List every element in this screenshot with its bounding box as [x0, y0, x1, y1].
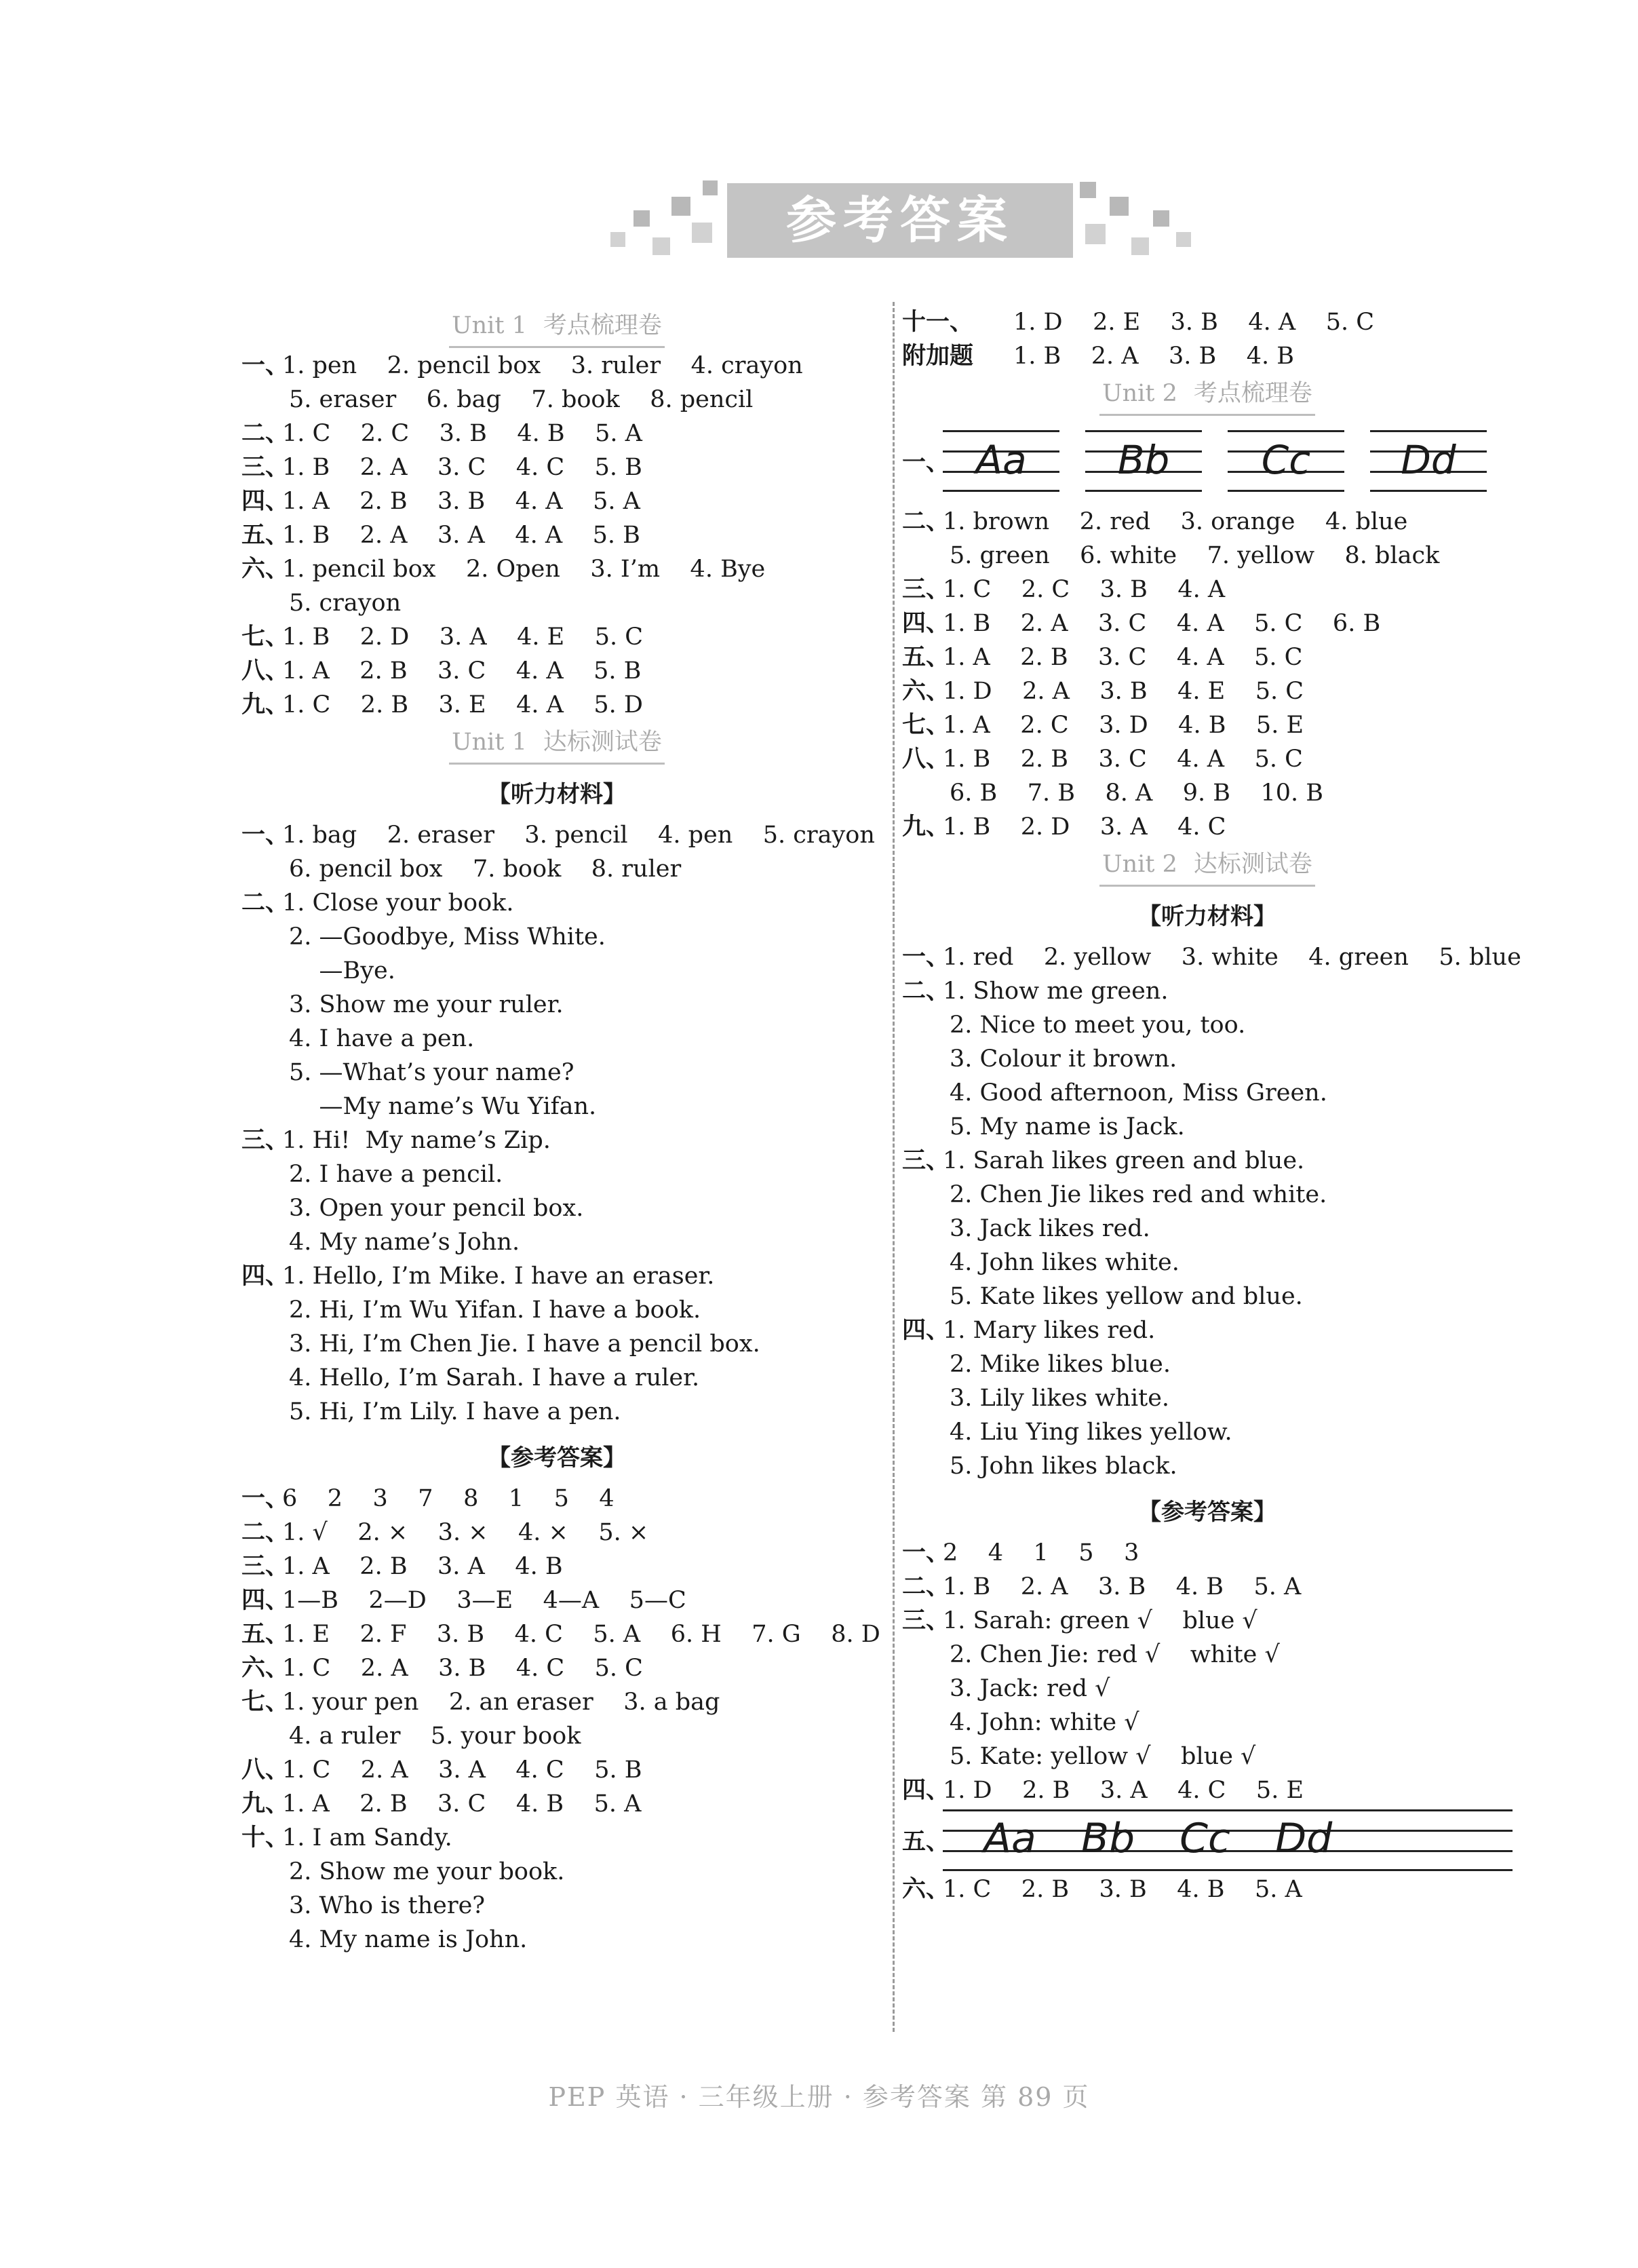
answer-line — [902, 1773, 1513, 1807]
answer-line — [902, 1144, 1513, 1178]
question-number: 七、 — [241, 1689, 290, 1716]
answer-text: 5. crayon — [289, 590, 402, 617]
letter-pair: Dd — [1401, 437, 1456, 483]
question-number: 九、 — [241, 1790, 290, 1818]
answer-text: 1. B 2. A 3. B 4. B 5. A — [943, 1573, 1302, 1600]
banner-title: 参考答案 — [727, 183, 1073, 258]
answer-line — [241, 417, 872, 450]
answer-line — [241, 988, 872, 1022]
answer-line — [241, 954, 872, 988]
question-number: 三、 — [241, 454, 290, 481]
banner-square — [1080, 182, 1096, 198]
answer-line — [241, 484, 872, 518]
answer-line — [241, 1191, 872, 1225]
answer-line — [902, 1604, 1513, 1638]
letter-pair: Aa — [983, 1815, 1036, 1862]
answer-text: 1. A 2. B 3. A 4. B — [282, 1553, 563, 1580]
title-banner — [0, 170, 1638, 278]
answer-line — [902, 1347, 1513, 1381]
answer-text: 5. Hi, I’m Lily. I have a pen. — [289, 1398, 621, 1425]
banner-square — [633, 210, 650, 227]
listening-material-heading: 【听力材料】 — [488, 781, 626, 808]
answer-text: 1. D 2. B 3. A 4. C 5. E — [943, 1777, 1304, 1804]
answer-text: 4. My name’s John. — [289, 1229, 520, 1256]
letter-pair: Bb — [1117, 437, 1170, 483]
banner-square — [671, 197, 690, 216]
answer-text: 1. pen 2. pencil box 3. ruler 4. crayon — [282, 352, 803, 379]
answer-line — [902, 1313, 1513, 1347]
answer-line — [902, 742, 1513, 776]
answer-line — [241, 818, 875, 852]
unit2-test-header: Unit 2 达标测试卷 — [902, 844, 1513, 887]
unit1-test-extra-answers — [902, 305, 1513, 373]
answer-line — [241, 1855, 872, 1889]
letter-pair: Cc — [1261, 437, 1311, 483]
answer-text: 2. I have a pencil. — [289, 1161, 503, 1188]
question-number: 五、 — [241, 1621, 290, 1648]
question-number: 附加题 — [902, 343, 974, 370]
answer-line — [241, 1259, 872, 1293]
answer-text: 1. E 2. F 3. B 4. C 5. A 6. H 7. G 8. D — [282, 1621, 880, 1648]
answer-text: 1. A 2. B 3. C 4. A 5. C — [943, 644, 1303, 671]
answer-text: 2. Nice to meet you, too. — [950, 1012, 1246, 1039]
answer-text: 1. A 2. C 3. D 4. B 5. E — [943, 712, 1304, 739]
left-column — [241, 305, 880, 1957]
answer-text: 6. pencil box 7. book 8. ruler — [289, 856, 682, 883]
answer-line — [241, 1482, 872, 1516]
answer-line — [902, 505, 1513, 539]
answer-text: 1—B 2—D 3—E 4—A 5—C — [282, 1587, 686, 1614]
answer-text: 3. Jack: red √ — [950, 1675, 1110, 1702]
column-divider — [893, 302, 895, 2032]
unit2-review-answers — [902, 505, 1513, 844]
banner-square — [1085, 224, 1106, 244]
answer-line — [902, 1740, 1513, 1773]
question-number: 四、 — [902, 1777, 950, 1804]
answer-text: 3. Open your pencil box. — [289, 1195, 584, 1222]
question-number: 八、 — [241, 1756, 290, 1784]
answer-line — [902, 974, 1513, 1008]
answer-line — [902, 1872, 1513, 1906]
answer-line — [902, 1706, 1513, 1740]
question-number: 二、 — [902, 508, 950, 535]
answer-text: 5. John likes black. — [950, 1453, 1177, 1480]
answer-line — [241, 654, 872, 688]
answer-line — [241, 1056, 872, 1090]
answer-line — [241, 1157, 872, 1191]
letter-box — [1228, 430, 1344, 491]
answer-line — [241, 349, 872, 383]
answer-line — [241, 1889, 872, 1923]
answer-line — [241, 620, 872, 654]
answer-text: 1. A 2. B 3. B 4. A 5. A — [282, 488, 640, 515]
answer-text: 5. eraser 6. bag 7. book 8. pencil — [289, 386, 754, 413]
question-number: 八、 — [241, 657, 290, 685]
letter-box — [1370, 430, 1487, 491]
question-number: 八、 — [902, 746, 950, 773]
answer-text: 2. —Goodbye, Miss White. — [289, 923, 606, 950]
letter-pair: Cc — [1179, 1815, 1230, 1862]
answer-line — [241, 1022, 872, 1056]
question-number: 二、 — [241, 420, 290, 447]
question-number: 五、 — [902, 1828, 950, 1856]
answer-line — [902, 810, 1513, 844]
answer-text: 4. Good afternoon, Miss Green. — [950, 1079, 1327, 1107]
answer-line — [902, 1008, 1513, 1042]
answer-text: 1. A 2. B 3. C 4. A 5. B — [282, 657, 642, 685]
answer-line — [902, 1570, 1513, 1604]
answer-line — [241, 383, 872, 417]
answer-text: 1. B 2. D 3. A 4. E 5. C — [282, 623, 643, 651]
answer-text: 3. Colour it brown. — [950, 1045, 1177, 1073]
answer-text: 5. Kate: yellow √ blue √ — [950, 1743, 1256, 1770]
question-number: 四、 — [241, 488, 290, 515]
question-number: 四、 — [902, 1317, 950, 1344]
answer-text: 2 4 1 5 3 — [943, 1539, 1139, 1567]
answer-text: 5. green 6. white 7. yellow 8. black — [950, 542, 1440, 569]
banner-square — [652, 237, 670, 255]
question-number: 五、 — [902, 644, 950, 671]
answer-text: —My name’s Wu Yifan. — [289, 1093, 597, 1120]
question-number: 六、 — [241, 556, 290, 583]
answer-line — [902, 1076, 1513, 1110]
answer-text: 1. bag 2. eraser 3. pencil 4. pen 5. crayon — [282, 822, 875, 849]
question-number: 三、 — [902, 1607, 950, 1634]
question-number: 六、 — [902, 1876, 950, 1903]
answer-line — [241, 1787, 872, 1821]
unit1-listening-material — [241, 818, 875, 1429]
answer-text: 5. —What’s your name? — [289, 1059, 574, 1086]
answer-text: 1. Hello, I’m Mike. I have an eraser. — [282, 1263, 715, 1290]
answer-line — [241, 552, 872, 586]
answer-line — [241, 586, 872, 620]
answer-line — [241, 852, 872, 886]
banner-square — [1131, 237, 1149, 255]
answer-text: 6 2 3 7 8 1 5 4 — [282, 1485, 615, 1512]
answer-line — [902, 339, 1513, 373]
letter-box — [943, 430, 1059, 491]
answer-line — [241, 1516, 872, 1550]
answer-line — [241, 1719, 872, 1753]
answer-line — [902, 1415, 1513, 1449]
answer-text: 4. John likes white. — [950, 1249, 1179, 1276]
question-number: 十一、 — [902, 309, 974, 336]
answer-line — [902, 1178, 1513, 1212]
question-number: 二、 — [241, 889, 290, 917]
page-footer: PEP 英语 · 三年级上册 · 参考答案 第 89 页 — [548, 2082, 1090, 2112]
answer-line — [241, 1583, 872, 1617]
answer-line — [241, 1821, 872, 1855]
question-number: 一、 — [902, 944, 950, 971]
answer-text: 1. B 2. A 3. C 4. C 5. B — [282, 454, 642, 481]
question-number: 二、 — [241, 1519, 290, 1546]
unit2-test-answers-end — [902, 1872, 1513, 1906]
answer-text: 1. B 2. D 3. A 4. C — [943, 813, 1226, 841]
answer-text: 1. B 2. A 3. C 4. A 5. C 6. B — [943, 610, 1381, 637]
question-number: 四、 — [241, 1263, 290, 1290]
answer-text: 4. Liu Ying likes yellow. — [950, 1419, 1232, 1446]
letter-box — [1085, 430, 1202, 491]
question-number: 一、 — [902, 1539, 950, 1567]
answer-line — [902, 1381, 1513, 1415]
answer-line — [241, 1617, 880, 1651]
answer-line — [241, 1685, 872, 1719]
answer-text: 1. D 2. A 3. B 4. E 5. C — [943, 678, 1304, 705]
question-number: 九、 — [241, 691, 290, 718]
answer-text: 3. Who is there? — [289, 1892, 486, 1919]
answer-line — [902, 1280, 1513, 1313]
answer-text: 4. I have a pen. — [289, 1025, 475, 1052]
banner-square — [1110, 197, 1129, 216]
four-line-grid — [943, 1809, 1513, 1870]
answer-line — [241, 450, 872, 484]
answer-text: 1. C 2. A 3. B 4. C 5. C — [282, 1655, 643, 1682]
question-number: 五、 — [241, 522, 290, 549]
answer-line — [902, 776, 1513, 810]
unit2-review-header: Unit 2 考点梳理卷 — [902, 373, 1513, 417]
answer-text: 1. your pen 2. an eraser 3. a bag — [282, 1689, 720, 1716]
banner-square — [692, 223, 712, 243]
answer-line — [902, 539, 1513, 573]
answer-text: 1. C 2. B 3. B 4. B 5. A — [943, 1876, 1302, 1903]
answer-text: 1. pencil box 2. Open 3. I’m 4. Bye — [282, 556, 766, 583]
answer-text: 1. B 2. B 3. C 4. A 5. C — [943, 746, 1303, 773]
answer-text: 3. Hi, I’m Chen Jie. I have a pencil box. — [289, 1330, 760, 1358]
question-number: 一、 — [241, 822, 290, 849]
answer-line — [241, 1550, 872, 1583]
question-number: 十、 — [241, 1824, 290, 1851]
question-number: 七、 — [902, 712, 950, 739]
answer-line — [902, 674, 1513, 708]
right-column — [902, 305, 1521, 1906]
answer-line — [902, 1110, 1513, 1144]
answer-text: 2. Chen Jie: red √ white √ — [950, 1641, 1280, 1668]
unit1-review-answers — [241, 349, 872, 722]
question-number: 四、 — [241, 1587, 290, 1614]
letter-pair: Dd — [1274, 1815, 1333, 1862]
answer-line — [902, 1246, 1513, 1280]
question-number: 九、 — [902, 813, 950, 841]
answer-line — [902, 1042, 1513, 1076]
answer-text: 1. I am Sandy. — [282, 1824, 452, 1851]
answer-line — [902, 1638, 1513, 1672]
unit1-test-answers — [241, 1482, 880, 1957]
answer-text: 4. My name is John. — [289, 1926, 528, 1953]
answer-text: 1. C 2. C 3. B 4. A — [943, 576, 1226, 603]
question-number: 三、 — [902, 1147, 950, 1174]
banner-square — [1176, 232, 1191, 247]
answer-text: 1. Mary likes red. — [943, 1317, 1156, 1344]
answer-text: 1. brown 2. red 3. orange 4. blue — [943, 508, 1408, 535]
answer-text: 1. Show me green. — [943, 978, 1169, 1005]
answer-text: 1. Sarah: green √ blue √ — [943, 1607, 1257, 1634]
answer-line — [241, 920, 872, 954]
answer-text: 4. Hello, I’m Sarah. I have a ruler. — [289, 1364, 700, 1391]
answer-line — [241, 886, 872, 920]
banner-square — [1153, 210, 1169, 227]
answer-text: 1. Hi! My name’s Zip. — [282, 1127, 551, 1154]
calligraphy-letters-row — [902, 1807, 1513, 1872]
question-number: 二、 — [902, 1573, 950, 1600]
question-number: 二、 — [902, 978, 950, 1005]
question-number: 三、 — [241, 1553, 290, 1580]
question-number: 三、 — [902, 576, 950, 603]
answer-text: 1. B 2. A 3. A 4. A 5. B — [282, 522, 640, 549]
unit2-listening-material — [902, 940, 1521, 1483]
question-number: 一、 — [241, 352, 290, 379]
answer-line — [902, 640, 1513, 674]
answer-line — [902, 305, 1513, 339]
answer-text: 1. C 2. B 3. E 4. A 5. D — [282, 691, 643, 718]
answer-line — [902, 1536, 1513, 1570]
question-number: 六、 — [902, 678, 950, 705]
answer-line — [241, 1651, 872, 1685]
answer-line — [241, 688, 872, 722]
letter-pair: Bb — [1080, 1815, 1135, 1862]
answer-line — [241, 1327, 872, 1361]
listening-material-heading: 【听力材料】 — [1138, 903, 1276, 930]
answer-text: 1. C 2. C 3. B 4. B 5. A — [282, 420, 642, 447]
answer-line — [241, 1395, 872, 1429]
answer-line — [241, 1361, 872, 1395]
answer-text: 3. Jack likes red. — [950, 1215, 1150, 1242]
answer-text: —Bye. — [289, 957, 395, 984]
answer-text: 1. D 2. E 3. B 4. A 5. C — [1013, 309, 1374, 336]
answer-line — [902, 573, 1513, 607]
answer-line — [241, 1753, 872, 1787]
answer-line — [902, 607, 1513, 640]
unit1-test-header: Unit 1 达标测试卷 — [241, 722, 872, 765]
answer-text: 4. John: white √ — [950, 1709, 1139, 1736]
answer-line — [241, 1225, 872, 1259]
answer-text: 2. Chen Jie likes red and white. — [950, 1181, 1327, 1208]
question-number: 六、 — [241, 1655, 290, 1682]
banner-square — [703, 180, 718, 195]
answer-text: 2. Show me your book. — [289, 1858, 565, 1885]
answer-text: 3. Show me your ruler. — [289, 991, 564, 1018]
answer-text: 1. C 2. A 3. A 4. C 5. B — [282, 1756, 642, 1784]
answer-text: 4. a ruler 5. your book — [289, 1723, 581, 1750]
answer-line — [241, 1923, 872, 1957]
unit1-review-header: Unit 1 考点梳理卷 — [241, 305, 872, 349]
answer-line — [902, 940, 1521, 974]
answer-line — [241, 518, 872, 552]
answer-line — [241, 1293, 872, 1327]
answer-text: 2. Hi, I’m Wu Yifan. I have a book. — [289, 1296, 701, 1324]
answer-text: 1. Sarah likes green and blue. — [943, 1147, 1305, 1174]
reference-answers-heading: 【参考答案】 — [1138, 1499, 1276, 1526]
reference-answers-heading: 【参考答案】 — [488, 1444, 626, 1472]
question-number: 三、 — [241, 1127, 290, 1154]
banner-square — [610, 232, 625, 247]
answer-text: 2. Mike likes blue. — [950, 1351, 1171, 1378]
answer-text: 1. red 2. yellow 3. white 4. green 5. blue — [943, 944, 1521, 971]
answer-text: 6. B 7. B 8. A 9. B 10. B — [950, 780, 1324, 807]
unit2-test-answers — [902, 1536, 1513, 1807]
answer-text: 5. My name is Jack. — [950, 1113, 1185, 1140]
answer-line — [241, 1123, 872, 1157]
answer-text: 1. B 2. A 3. B 4. B — [1013, 343, 1295, 370]
answer-text: 1. √ 2. × 3. × 4. × 5. × — [282, 1519, 649, 1546]
answer-line — [241, 1090, 872, 1123]
question-number: 七、 — [241, 623, 290, 651]
answer-line — [902, 1672, 1513, 1706]
answer-text: 1. Close your book. — [282, 889, 514, 917]
question-number: 一、 — [241, 1485, 290, 1512]
answer-text: 5. Kate likes yellow and blue. — [950, 1283, 1303, 1310]
calligraphy-letters-row — [902, 417, 1513, 505]
question-number: 一、 — [902, 449, 950, 476]
question-number: 四、 — [902, 610, 950, 637]
letter-pair: Aa — [975, 437, 1027, 483]
answer-text: 1. A 2. B 3. C 4. B 5. A — [282, 1790, 642, 1818]
answer-line — [902, 1449, 1513, 1483]
answer-line — [902, 708, 1513, 742]
answer-text: 3. Lily likes white. — [950, 1385, 1170, 1412]
answer-line — [902, 1212, 1513, 1246]
